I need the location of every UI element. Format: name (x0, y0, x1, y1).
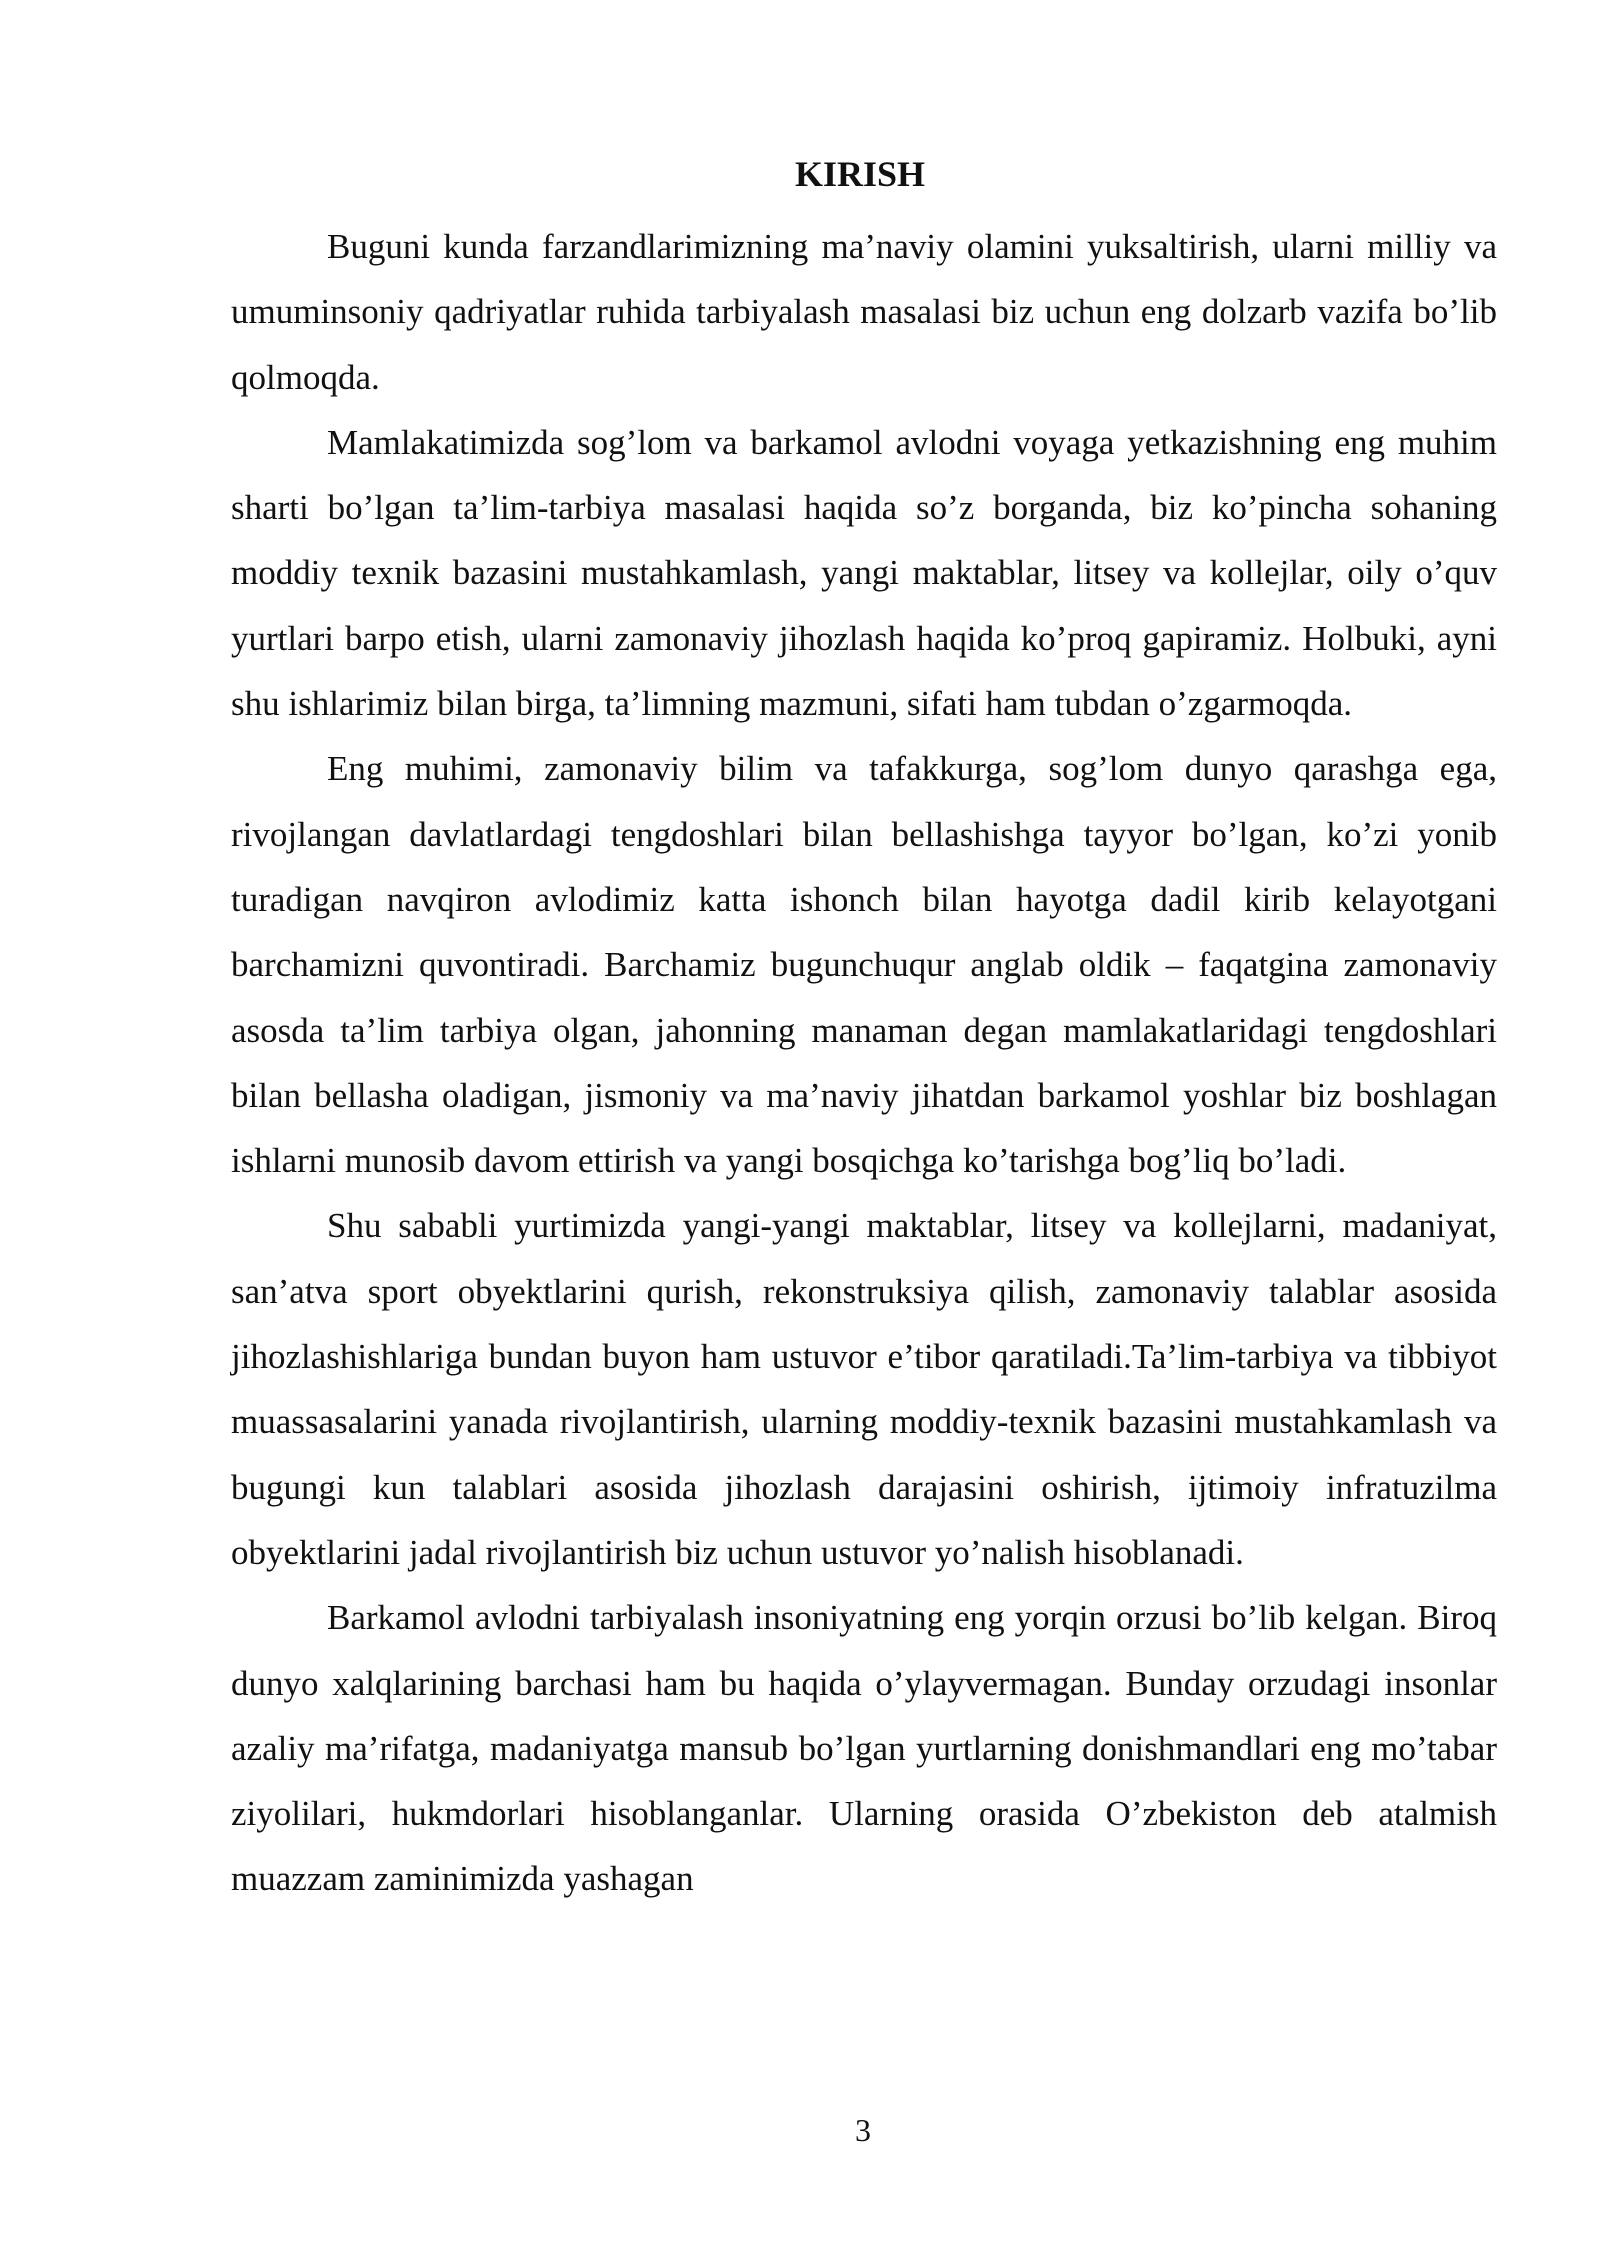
page-number: 3 (855, 2112, 871, 2148)
paragraph: Buguni kunda farzandlarimizning ma’naviy olamini yuksaltirish, ularni milliy va umuminsoniy qadriyatlar ruhida tarbiyalash masalasi biz uchun eng dolzarb vazifa bo’lib qolmoqda. (231, 227, 1497, 397)
document-title: KIRISH (794, 154, 926, 194)
paragraph: Barkamol avlodni tarbiyalash insoniyatning eng yorqin orzusi bo’lib kelgan. Biroq dunyo xalqlarining barchasi ham bu haqida o’ylayvermagan. Bunday orzudagi insonlar azaliy ma’rifatga, madaniyatga mansub bo’lgan yurtlarning donishmandlari eng mo’tabar ziyolilari, hukmdorlari hisoblanganlar. Ularning orasida O’zbekiston deb atalmish muazzam zaminimizda yashagan (231, 1598, 1497, 1899)
paragraph: Mamlakatimizda sog’lom va barkamol avlodni voyaga yetkazishning eng muhim sharti bo’lgan ta’lim-tarbiya masalasi haqida so’z borganda, biz ko’pincha sohaning moddiy texnik bazasini mustahkamlash, yangi maktablar, litsey va kollejlar, oily o’quv yurtlari barpo etish, ularni zamonaviy jihozlash haqida ko’proq gapiramiz. Holbuki, ayni shu ishlarimiz bilan birga, ta’limning mazmuni, sifati ham tubdan o’zgarmoqda. (231, 422, 1497, 724)
paragraph: Eng muhimi, zamonaviy bilim va tafakkurga, sog’lom dunyo qarashga ega, rivojlangan davlatlardagi tengdoshlari bilan bellashishga tayyor bo’lgan, ko’zi yonib turadigan navqiron avlodimiz katta ishonch bilan hayotga dadil kirib kelayotgani barchamizni quvontiradi. Barchamiz bugunchuqur anglab oldik – faqatgina zamonaviy asosda ta’lim tarbiya olgan, jahonning manaman degan mamlakatlaridagi tengdoshlari bilan bellasha oladigan, jismoniy va ma’naviy jihatdan barkamol yoshlar biz boshlagan ishlarni munosib davom ettirish va yangi bosqichga ko’tarishga bog’liq bo’ladi. (231, 749, 1497, 1181)
document-body (231, 214, 1497, 1912)
paragraph: Shu sababli yurtimizda yangi-yangi maktablar, litsey va kollejlarni, madaniyat, san’atva sport obyektlarini qurish, rekonstruksiya qilish, zamonaviy talablar asosida jihozlashishlariga bundan buyon ham ustuvor e’tibor qaratiladi.Ta’lim-tarbiya va tibbiyot muassasalarini yanada rivojlantirish, ularning moddiy-texnik bazasini mustahkamlash va bugungi kun talablari asosida jihozlash darajasini oshirish, ijtimoiy infratuzilma obyektlarini jadal rivojlantirish biz uchun ustuvor yo’nalish hisoblanadi. (231, 1206, 1497, 1572)
